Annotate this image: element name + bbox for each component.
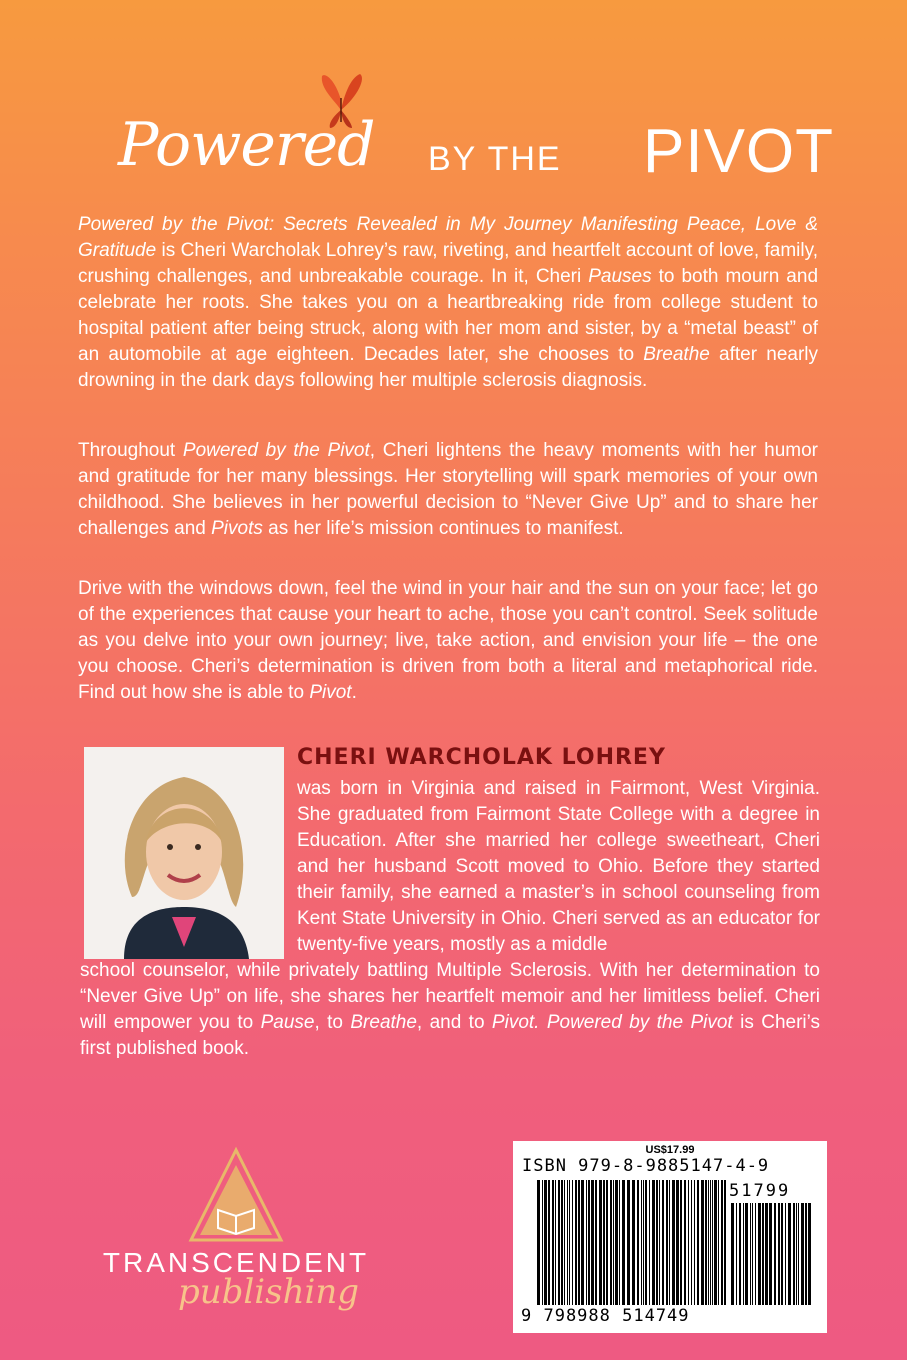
text-run: , and to <box>416 1012 492 1033</box>
text-run: to both mourn and celebrate her roots. She takes you on a heartbreaking ride from college student to hospital patient after being struck, along with her mom and sister, by a “metal beast” of an automobile at age eighteen. Decades later, she chooses to <box>78 266 819 365</box>
publisher-script: publishing <box>178 1272 360 1312</box>
italic-text: Pivot <box>309 682 352 703</box>
publisher-name: TRANSCENDENT <box>102 1247 370 1278</box>
barcode-addon-bars-icon <box>731 1203 811 1305</box>
italic-text: Breathe <box>643 344 710 365</box>
italic-text: Pivots <box>211 518 263 539</box>
book-title <box>0 70 907 200</box>
paragraph-text <box>78 438 818 542</box>
barcode-addon-number: 51799 <box>729 1181 791 1201</box>
text-run: as her life’s mission continues to manifest. <box>262 518 624 539</box>
isbn-label: ISBN 979-8-9885147-4-9 <box>522 1156 770 1176</box>
barcode-number: 9 798988 514749 <box>521 1306 690 1326</box>
text-run: , Cheri lightens the heavy moments with her humor and gratitude for her many blessings. Her storytelling will spark memories of your own childhood. She believes in her powerful decision to “Never Give Up” and to share her challenges and <box>78 440 818 539</box>
author-bio-wrapped: was born in Virginia and raised in Fairmont, West Virginia. She graduated from Fairmont State College with a degree in Education. After she married her college sweetheart, Cheri and her husband Scott moved to Ohio. Before they started their family, she earned a master’s in school counseling from Kent State University in Ohio. Cheri served as an educator for twenty-five years, mostly as a middle <box>297 778 820 955</box>
text-run: Drive with the windows down, feel the wind in your hair and the sun on your face; let go of the experiences that cause your heart to ache, those you can’t control. Seek solitude as you delve into your own journey; live, take action, and envision your life – the one you choose. Cheri’s determination is driven from both a literal and metaphorical ride. Find out how she is able to <box>78 578 818 703</box>
paragraph-text <box>78 576 818 706</box>
description-paragraph-3 <box>78 576 818 706</box>
italic-text: Powered by the Pivot <box>182 440 370 461</box>
italic-text: Pauses <box>588 266 652 287</box>
text-run: school counselor, while privately battling Multiple Sclerosis. With her determination to “Never Give Up” on life, she shares her heartfelt memoir and her limitless belief. Cheri will empower you to <box>80 960 820 1033</box>
text-run: is Cheri Warcholak Lohrey’s raw, riveting, and heartfelt account of love, family, crushing challenges, and unbreakable courage. In it, Cheri <box>78 240 818 287</box>
text-run: . <box>351 682 357 703</box>
author-name: CHERI WARCHOLAK LOHREY <box>297 745 666 770</box>
author-photo <box>84 747 284 959</box>
author-bio-continued <box>80 958 820 1062</box>
text-run: after nearly drowning in the dark days following her multiple sclerosis diagnosis. <box>78 344 819 391</box>
title-end-word: PIVOT <box>643 117 835 186</box>
italic-text: Pivot. Powered by the Pivot <box>491 1012 733 1033</box>
price-label: US$17.99 <box>645 1144 695 1156</box>
description-paragraph-2 <box>78 438 818 542</box>
paragraph-text <box>78 212 818 394</box>
text-run: is Cheri’s first published book. <box>80 1012 821 1059</box>
italic-text: Pause <box>260 1012 315 1033</box>
italic-text: Powered by the Pivot: Secrets Revealed in My Journey Manifesting Peace, Love & Gratitude <box>78 214 818 261</box>
barcode-bars-icon <box>537 1180 727 1305</box>
author-portrait-icon <box>84 747 284 959</box>
title-middle-words: BY THE <box>428 140 562 178</box>
description-paragraph-1 <box>78 212 818 394</box>
text-run: , to <box>314 1012 351 1033</box>
barcode-box <box>513 1141 827 1333</box>
italic-text: Breathe <box>350 1012 417 1033</box>
title-script-word: Powered <box>118 110 375 180</box>
text-run: Throughout <box>78 440 183 461</box>
